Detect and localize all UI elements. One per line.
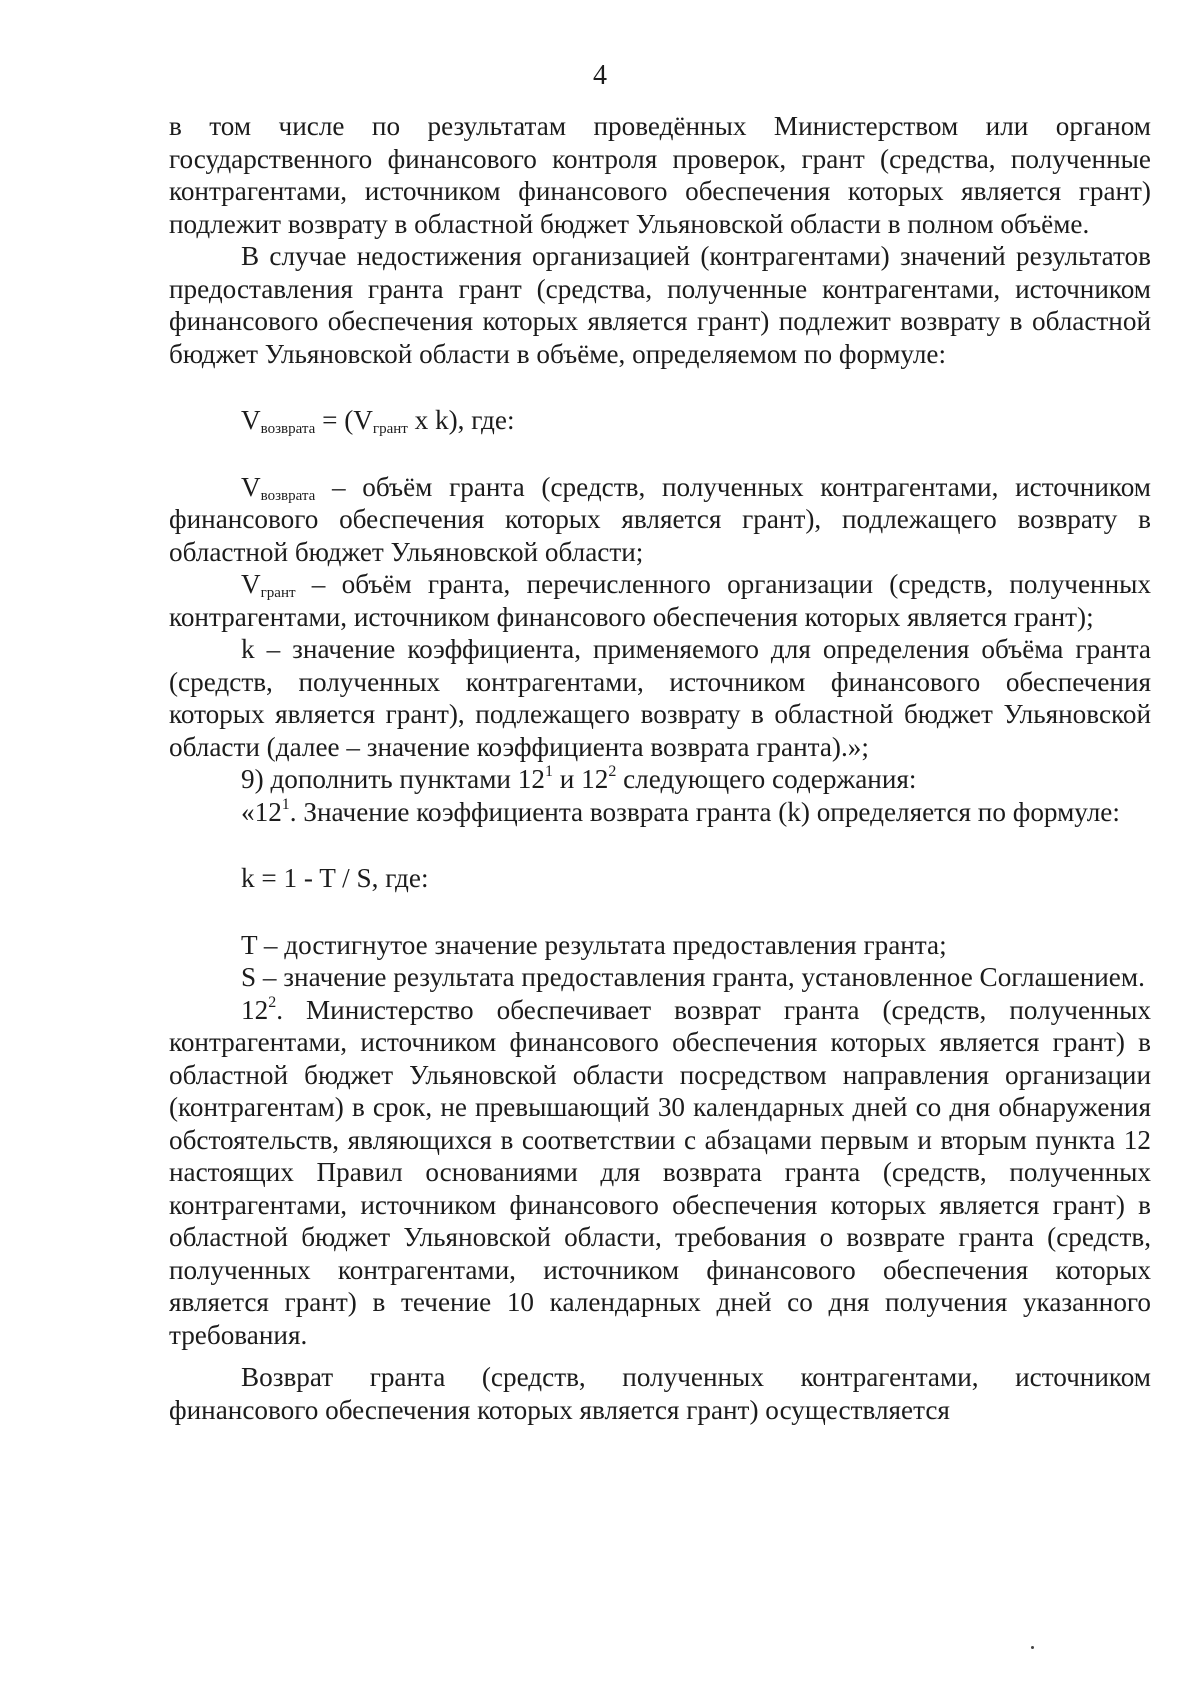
def-vg-symbol: V — [241, 569, 261, 599]
page-number: 4 — [593, 60, 607, 91]
p12-2-a: 12 — [241, 994, 269, 1025]
def-v-sub: возврата — [260, 487, 316, 504]
definition-v-return — [169, 471, 1151, 569]
definition-v-grant — [169, 568, 1151, 633]
scan-dot — [1031, 1646, 1034, 1649]
formula-v: V — [241, 405, 261, 435]
item9-a: 9) дополнить пунктами 12 — [241, 764, 545, 794]
formula-return-volume — [169, 404, 1151, 437]
p12-1-sup: 1 — [281, 795, 290, 813]
p12-1-a: «12 — [241, 796, 282, 827]
item9-c: следующего содержания: — [616, 764, 917, 794]
item9-b: и 12 — [552, 764, 609, 794]
paragraph-return-carried-out: Возврат гранта (средств, полученных контрагентами, источником финансового обеспечения которых является грант) осуществляется — [169, 1362, 1151, 1425]
formula-k: k = 1 - T / S, где: — [241, 863, 429, 893]
p12-1-b: . Значение коэффициента возврата гранта (k) определяется по формуле: — [289, 796, 1120, 827]
paragraph-continuation: в том числе по результатам проведённых Министерством или органом государственного финансового контроля проверок, грант (средства, полученные контрагентами, источником финансового обеспечения которых является грант) подлежит возврату в областной бюджет Ульяновской области в полном объёме. — [169, 111, 1151, 239]
def-vg-text: – объём гранта, перечисленного организации (средств, полученных контрагентами, источником финансового обеспечения которых является грант); — [169, 569, 1151, 632]
formula-rest: x k), где: — [407, 405, 515, 435]
item9-sup2: 2 — [608, 763, 617, 780]
point-12-1 — [169, 796, 1151, 829]
item-9 — [169, 763, 1151, 796]
definition-s: S – значение результата предоставления гранта, установленное Соглашением. — [241, 962, 1145, 992]
definition-t: T – достигнутое значение результата предоставления гранта; — [241, 929, 947, 960]
formula-sub-return: возврата — [260, 421, 316, 437]
item9-sup1: 1 — [544, 763, 553, 780]
def-v-text: – объём гранта (средств, полученных контрагентами, источником финансового обеспечения которых является грант), подлежащего возврату в областной бюджет Ульяновской области; — [169, 471, 1151, 567]
document-body — [169, 110, 1151, 1426]
paragraph-underachievement: В случае недостижения организацией (контрагентами) значений результатов предоставления гранта грант (средства, полученные контрагентами, источником финансового обеспечения которых является грант) подлежит возврату в областной бюджет Ульяновской области в объёме, определяемом по формуле: — [169, 241, 1151, 369]
p12-2-sup: 2 — [268, 993, 277, 1011]
formula-sub-grant: грант — [372, 421, 408, 437]
formula-eq: = (V — [315, 405, 373, 435]
definition-k: k – значение коэффициента, применяемого для определения объёма гранта (средств, полученных контрагентами, источником финансового обеспечения которых является грант), подлежащего возврату в областной бюджет Ульяновской области (далее – значение коэффициента возврата гранта).»; — [169, 634, 1151, 762]
def-v-symbol: V — [241, 471, 261, 502]
point-12-2 — [169, 994, 1151, 1352]
def-vg-sub: грант — [260, 585, 296, 601]
p12-2-b: . Министерство обеспечивает возврат гранта (средств, полученных контрагентами, источником финансового обеспечения которых является грант) в областной бюджет Ульяновской области посредством направления организации (контрагентам) в срок, не превышающий 30 календарных дней со дня обнаружения обстоятельств, являющихся в соответствии с абзацами первым и вторым пункта 12 настоящих Правил основаниями для возврата гранта (средств, полученных контрагентами, источником финансового обеспечения которых является грант) в областной бюджет Ульяновской области, требования о возврате гранта (средств, полученных контрагентами, источником финансового обеспечения которых является грант) в течение 10 календарных дней со дня получения указанного требования. — [169, 994, 1151, 1350]
